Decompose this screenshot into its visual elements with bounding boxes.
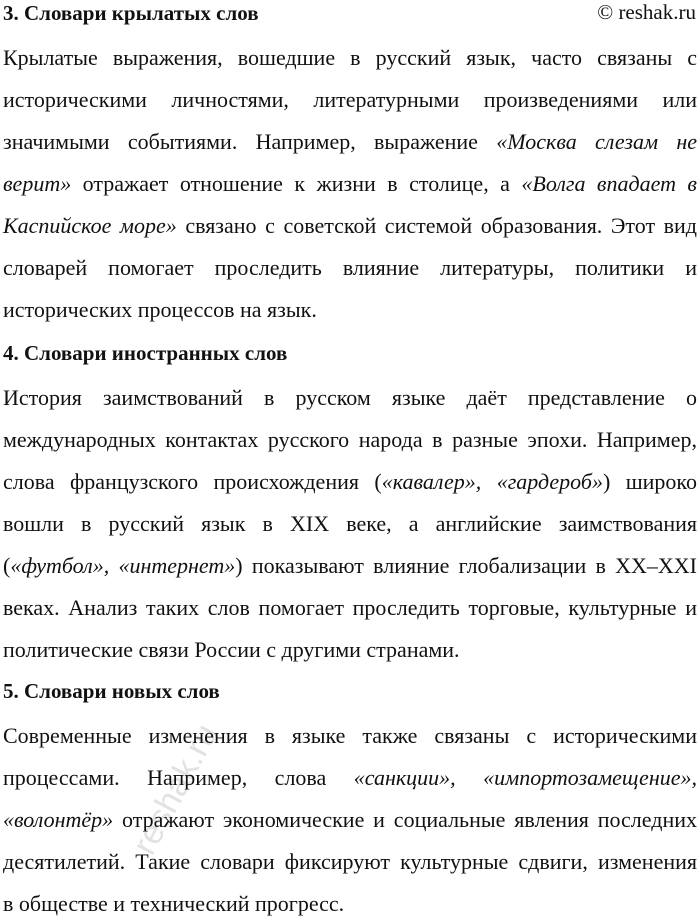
section-heading: 3. Словари крылатых слов: [3, 1, 259, 25]
paragraph-line: [3, 552, 697, 580]
text-segment: связано с советской системой образования. Этот вид: [176, 213, 697, 238]
paragraph-line: [3, 594, 697, 622]
italic-quote: «Москва слезам не: [496, 129, 698, 154]
text-segment: (: [3, 553, 11, 578]
italic-quote: «футбол», «интернет»: [10, 553, 236, 578]
paragraph-line: [3, 296, 697, 324]
paragraph-line: [3, 44, 697, 72]
text-segment: вошли в русский язык в XIX веке, а английские заимствования: [3, 511, 697, 536]
paragraph-line: [3, 510, 697, 538]
paragraph-line: [3, 636, 697, 664]
paragraph-line: [3, 212, 697, 240]
text-segment: процессами. Например, слова: [3, 765, 354, 790]
italic-quote: «кавалер», «гардероб»: [381, 469, 603, 494]
paragraph-line: [3, 426, 697, 454]
text-segment: Современные изменения в языке также связаны с историческими: [3, 723, 697, 748]
italic-quote: «санкции», «импортозамещение»,: [353, 765, 697, 790]
copyright-text: © reshak.ru: [597, 0, 696, 24]
text-segment: ) широко: [602, 469, 697, 494]
text-segment: историческими личностями, литературными произведениями или: [3, 87, 697, 112]
paragraph-line: [3, 170, 697, 198]
italic-quote: Каспийское море»: [3, 213, 177, 238]
text-segment: в обществе и технический прогресс.: [3, 891, 345, 916]
text-segment: Крылатые выражения, вошедшие в русский язык, часто связаны с: [3, 45, 697, 70]
italic-quote: «Волга впадает в: [521, 171, 697, 196]
text-segment: слова французского происхождения (: [3, 469, 382, 494]
paragraph-line: [3, 254, 697, 282]
paragraph-line: [3, 890, 697, 918]
italic-quote: верит»: [3, 171, 72, 196]
paragraph-line: [3, 384, 697, 412]
text-segment: История заимствований в русском языке даёт представление о: [3, 385, 697, 410]
italic-quote: «волонтёр»: [3, 807, 114, 832]
text-segment: словарей помогает проследить влияние литературы, политики и: [3, 255, 697, 280]
text-segment: отражает отношение к жизни в столице, а: [71, 171, 522, 196]
text-segment: десятилетий. Такие словари фиксируют культурные сдвиги, изменения: [3, 849, 697, 874]
paragraph-line: [3, 806, 697, 834]
text-segment: международных контактах русского народа в разные эпохи. Например,: [3, 427, 697, 452]
text-segment: ) показывают влияние глобализации в XX–XXI: [235, 553, 698, 578]
text-segment: значимыми событиями. Например, выражение: [3, 129, 497, 154]
paragraph-line: [3, 722, 697, 750]
paragraph-line: [3, 848, 697, 876]
paragraph-line: [3, 468, 697, 496]
text-segment: политические связи России с другими странами.: [3, 637, 460, 662]
section-heading: 5. Словари новых слов: [3, 679, 220, 703]
section-heading: 4. Словари иностранных слов: [3, 341, 288, 365]
paragraph-line: [3, 128, 697, 156]
text-segment: веках. Анализ таких слов помогает проследить торговые, культурные и: [3, 595, 697, 620]
paragraph-line: [3, 764, 697, 792]
watermark: reshak.ru: [125, 717, 226, 861]
paragraph-line: [3, 86, 697, 114]
text-segment: отражают экономические и социальные явления последних: [113, 807, 697, 832]
text-segment: исторических процессов на язык.: [3, 297, 317, 322]
